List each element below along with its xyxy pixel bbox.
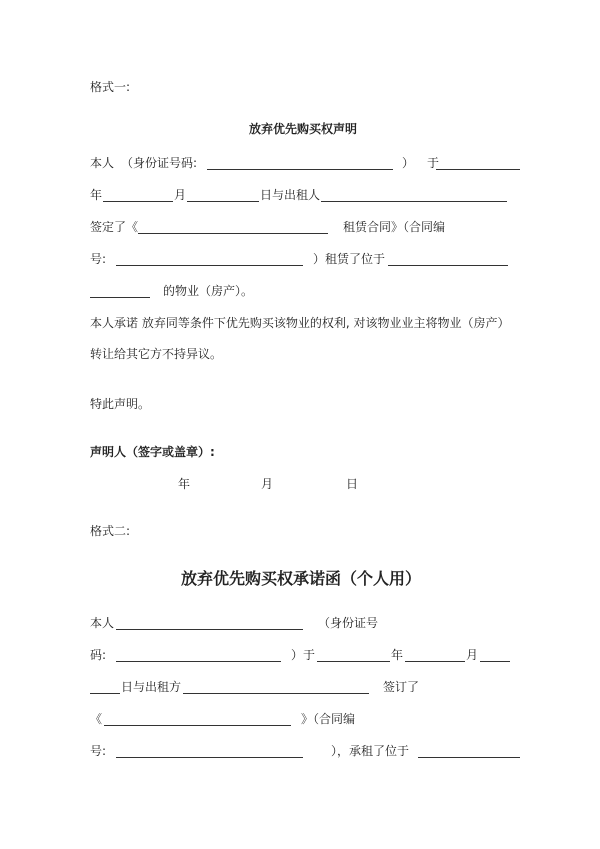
- date-day-label: 日: [346, 477, 359, 491]
- date-start-blank[interactable]: [436, 169, 520, 170]
- f2-month-blank[interactable]: [405, 661, 465, 662]
- f2-name-blank[interactable]: [116, 629, 303, 630]
- f1-l4-text-a: 号:: [90, 252, 107, 266]
- f2-property-location-blank[interactable]: [418, 757, 520, 758]
- date-year-label: 年: [178, 477, 191, 491]
- f2-lessor-blank[interactable]: [183, 693, 369, 694]
- commitment-paragraph-line2: 转让给其它方不持异议。: [90, 347, 223, 361]
- f2-l4-text-a: 《: [90, 712, 103, 726]
- format1-title: 放弃优先购买权声明: [249, 122, 358, 136]
- commitment-paragraph-line1: 本人承诺 放弃同等条件下优先购买该物业的权利, 对该物业业主将物业（房产）: [90, 316, 510, 330]
- f1-l1-text-b: （身份证号码:: [121, 156, 198, 170]
- f1-l3-text-a: 签定了《: [90, 220, 139, 234]
- f2-l5-text-a: 号:: [90, 744, 107, 758]
- f1-l2-text-a: 年: [90, 188, 103, 202]
- f1-l1-text-d: 于: [427, 156, 440, 170]
- f2-l5-text-b: ），承租了位于: [331, 744, 410, 758]
- f1-l2-text-c: 日与出租人: [260, 188, 321, 202]
- property-location-blank[interactable]: [388, 265, 508, 266]
- lessor-name-blank[interactable]: [321, 201, 507, 202]
- f2-l1-text-a: 本人: [90, 616, 115, 630]
- format2-title: 放弃优先购买权承诺函（个人用）: [181, 569, 422, 588]
- f2-day-blank[interactable]: [480, 661, 510, 662]
- contract-number-blank[interactable]: [116, 265, 303, 266]
- contract-name-blank[interactable]: [138, 233, 328, 234]
- property-location-blank-2[interactable]: [90, 297, 150, 298]
- f1-l1-text-c: ）: [402, 156, 415, 170]
- f1-l1-text-a: 本人: [90, 156, 115, 170]
- f1-l2-text-b: 月: [174, 188, 187, 202]
- date-month-label: 月: [261, 477, 274, 491]
- f1-l4-text-b: ）租赁了位于: [313, 252, 386, 266]
- f2-l3-text-b: 签订了: [383, 680, 420, 694]
- f2-l1-text-b: （身份证号: [318, 616, 379, 630]
- declaration-statement: 特此声明。: [90, 397, 151, 411]
- f2-l4-text-b: 》（合同编: [301, 712, 356, 726]
- month-blank[interactable]: [187, 201, 259, 202]
- f2-l2-text-d: 月: [466, 648, 479, 662]
- f2-contract-name-blank[interactable]: [104, 725, 291, 726]
- f2-l3-text-a: 日与出租方: [121, 680, 182, 694]
- f1-l5-text-b: 的物业（房产）。: [163, 284, 254, 298]
- f2-contract-number-blank[interactable]: [116, 757, 303, 758]
- format1-label: 格式一:: [90, 80, 131, 94]
- f2-day-blank-2[interactable]: [90, 693, 120, 694]
- f1-l3-text-b: 租赁合同》（合同编: [343, 220, 446, 234]
- format2-label: 格式二:: [90, 524, 131, 538]
- signer-label: 声明人（签字或盖章）:: [90, 445, 215, 459]
- f2-l2-text-c: 年: [391, 648, 404, 662]
- f2-l2-text-b: ）于: [291, 648, 316, 662]
- f2-year-blank[interactable]: [317, 661, 390, 662]
- year-blank[interactable]: [103, 201, 173, 202]
- id-number-blank[interactable]: [207, 169, 393, 170]
- f2-l2-text-a: 码:: [90, 648, 107, 662]
- f2-id-number-blank[interactable]: [116, 661, 281, 662]
